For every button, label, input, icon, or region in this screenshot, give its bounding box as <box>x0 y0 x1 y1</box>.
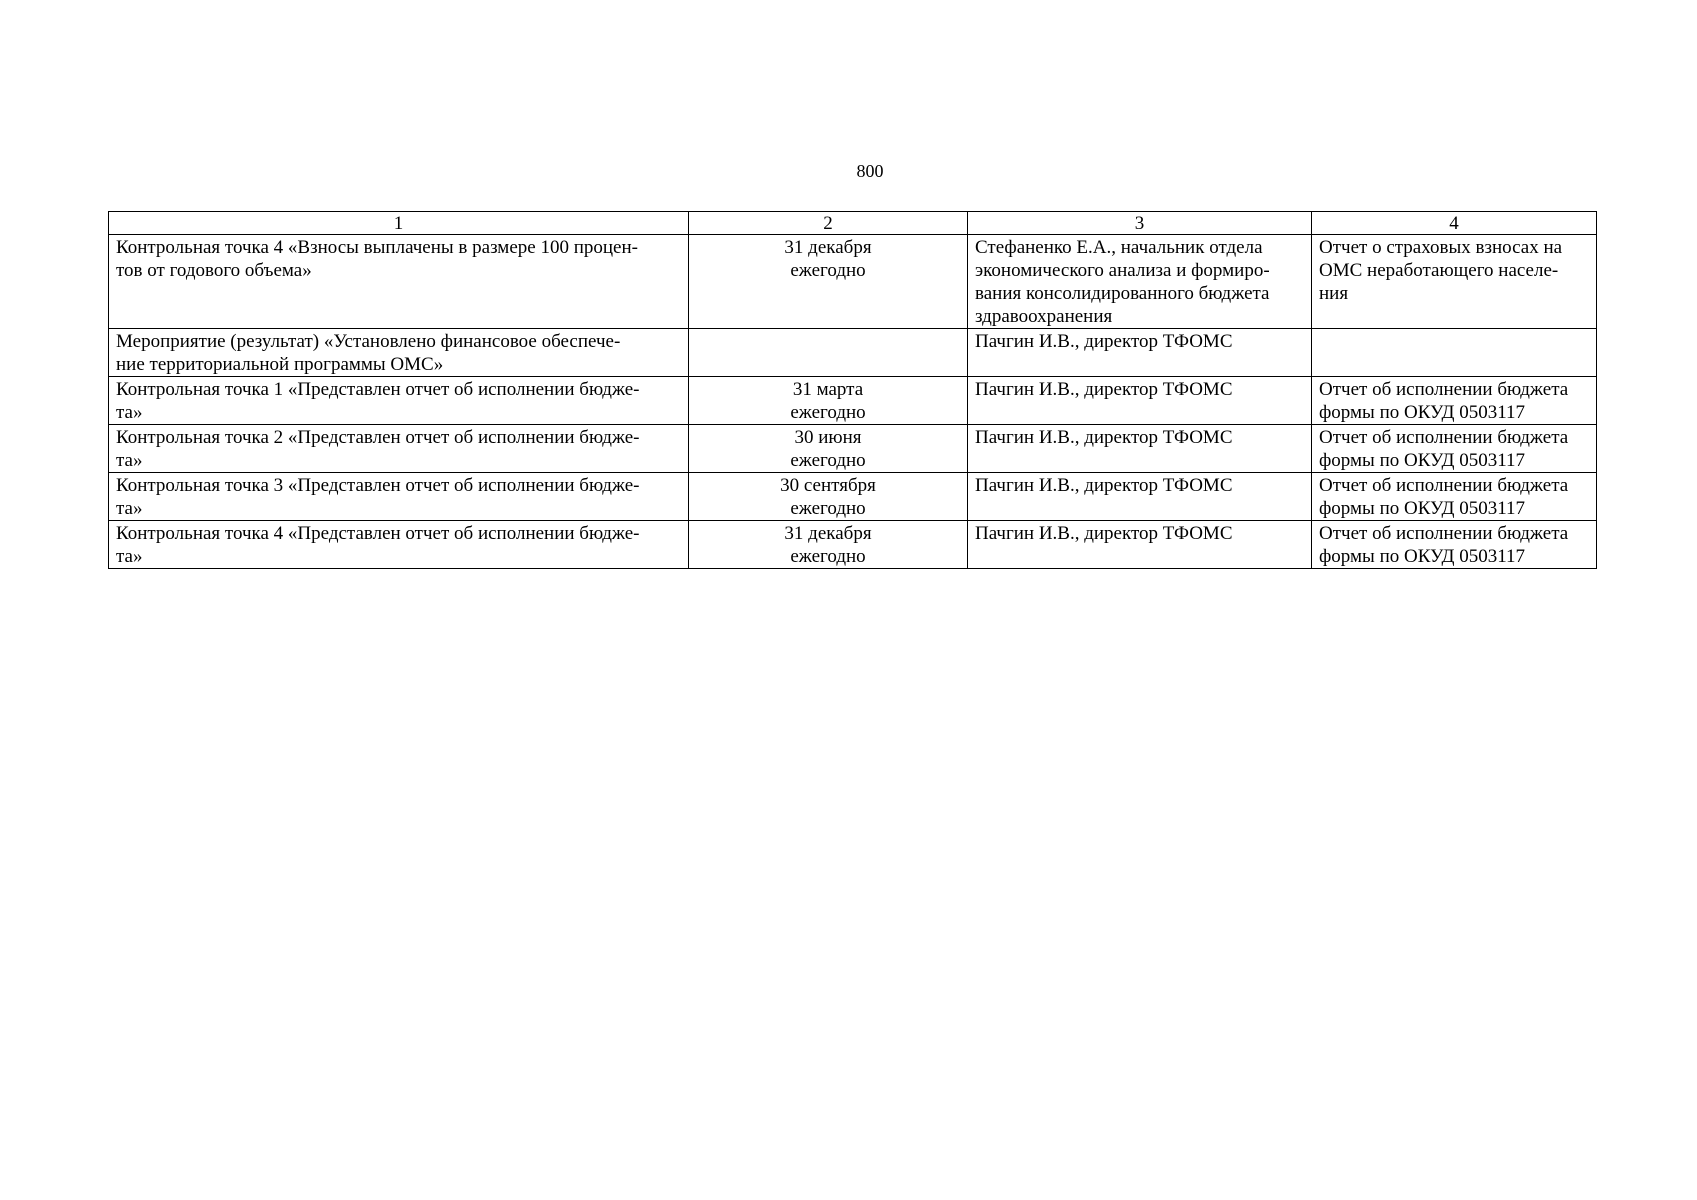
cell-text-line: формы по ОКУД 0503117 <box>1319 402 1526 423</box>
cell-text-line: та» <box>116 498 143 519</box>
document-cell <box>1312 329 1597 377</box>
cell-text-line: та» <box>116 402 143 423</box>
column-number-3: 3 <box>968 212 1312 235</box>
table-header-row <box>109 212 1597 235</box>
event-cell <box>109 329 689 377</box>
event-cell <box>109 521 689 569</box>
cell-text-line: Отчет об исполнении бюджета <box>1319 523 1569 544</box>
responsible-cell <box>968 377 1312 425</box>
cell-text-line: ежегодно <box>790 260 866 281</box>
cell-text-line: ежегодно <box>790 402 866 423</box>
cell-text-line: Контрольная точка 4 «Представлен отчет об исполнении бюдже- <box>116 523 640 544</box>
cell-text-line: тов от годового объема» <box>116 260 312 281</box>
cell-text-line: ежегодно <box>790 450 866 471</box>
cell-text-line: Пачгин И.В., директор ТФОМС <box>975 427 1233 448</box>
page-number: 800 <box>856 161 884 181</box>
cell-text-line: Отчет о страховых взносах на <box>1319 237 1563 258</box>
document-cell <box>1312 235 1597 329</box>
cell-text-line: формы по ОКУД 0503117 <box>1319 498 1526 519</box>
cell-text-line: ния <box>1319 283 1349 304</box>
deadline-cell <box>689 329 968 377</box>
cell-text-line: Отчет об исполнении бюджета <box>1319 427 1569 448</box>
column-number-1: 1 <box>109 212 689 235</box>
cell-text-line: Мероприятие (результат) «Установлено финансовое обеспече- <box>116 331 621 352</box>
document-cell <box>1312 425 1597 473</box>
table-row <box>109 473 1597 521</box>
column-number-4: 4 <box>1312 212 1597 235</box>
deadline-cell <box>689 377 968 425</box>
responsible-cell <box>968 473 1312 521</box>
responsible-cell <box>968 425 1312 473</box>
cell-text-line: экономического анализа и формиро- <box>975 260 1270 281</box>
cell-text-line: формы по ОКУД 0503117 <box>1319 450 1526 471</box>
deadline-cell <box>689 235 968 329</box>
document-cell <box>1312 473 1597 521</box>
cell-text-line: 30 сентября <box>780 475 876 496</box>
table-row <box>109 235 1597 329</box>
table-row <box>109 521 1597 569</box>
cell-text-line: здравоохранения <box>975 306 1113 327</box>
cell-text-line: Контрольная точка 3 «Представлен отчет об исполнении бюдже- <box>116 475 640 496</box>
cell-text-line: Пачгин И.В., директор ТФОМС <box>975 379 1233 400</box>
cell-text-line: Отчет об исполнении бюджета <box>1319 475 1569 496</box>
document-cell <box>1312 521 1597 569</box>
table-row <box>109 425 1597 473</box>
document-cell <box>1312 377 1597 425</box>
event-cell <box>109 473 689 521</box>
cell-text-line: вания консолидированного бюджета <box>975 283 1270 304</box>
responsible-cell <box>968 521 1312 569</box>
cell-text-line: 31 марта <box>792 379 864 400</box>
table-row <box>109 377 1597 425</box>
cell-text-line: Пачгин И.В., директор ТФОМС <box>975 523 1233 544</box>
event-cell <box>109 425 689 473</box>
cell-text-line: ние территориальной программы ОМС» <box>116 354 444 375</box>
cell-text-line: ОМС неработающего населе- <box>1319 260 1559 281</box>
cell-text-line: та» <box>116 450 143 471</box>
cell-text-line: Контрольная точка 2 «Представлен отчет об исполнении бюдже- <box>116 427 640 448</box>
cell-text-line: ежегодно <box>790 546 866 567</box>
cell-text-line: Пачгин И.В., директор ТФОМС <box>975 331 1233 352</box>
cell-text-line: 31 декабря <box>784 237 872 258</box>
table-row <box>109 329 1597 377</box>
cell-text-line: Контрольная точка 4 «Взносы выплачены в размере 100 процен- <box>116 237 638 258</box>
cell-text-line: Отчет об исполнении бюджета <box>1319 379 1569 400</box>
responsible-cell <box>968 235 1312 329</box>
deadline-cell <box>689 473 968 521</box>
deadline-cell <box>689 425 968 473</box>
responsible-cell <box>968 329 1312 377</box>
event-cell <box>109 235 689 329</box>
cell-text-line: ежегодно <box>790 498 866 519</box>
cell-text-line: та» <box>116 546 143 567</box>
cell-text-line: Контрольная точка 1 «Представлен отчет об исполнении бюдже- <box>116 379 640 400</box>
cell-text-line: Стефаненко Е.А., начальник отдела <box>975 237 1263 258</box>
event-cell <box>109 377 689 425</box>
cell-text-line: 30 июня <box>794 427 862 448</box>
cell-text-line: 31 декабря <box>784 523 872 544</box>
cell-text-line: формы по ОКУД 0503117 <box>1319 546 1526 567</box>
deadline-cell <box>689 521 968 569</box>
column-number-2: 2 <box>689 212 968 235</box>
plan-table <box>108 211 1597 569</box>
cell-text-line: Пачгин И.В., директор ТФОМС <box>975 475 1233 496</box>
